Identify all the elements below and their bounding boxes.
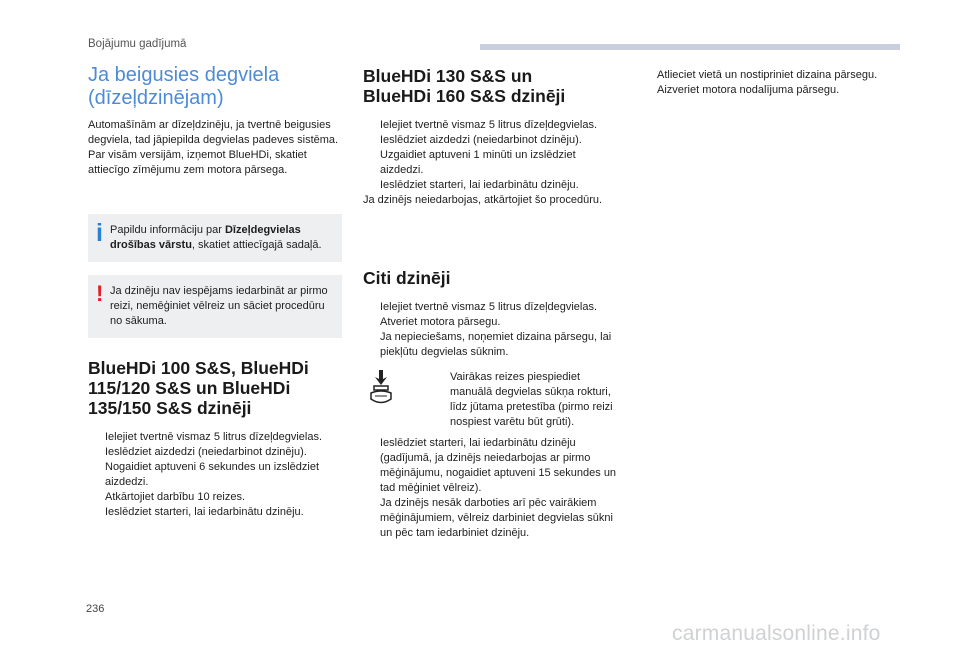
column-left — [88, 64, 342, 520]
list-item: Ieslēdziet aizdedzi (neiedarbinot dzinēju). — [105, 446, 307, 458]
steps-list-bluehdi-100 — [88, 430, 342, 520]
page-number: 236 — [86, 603, 105, 615]
steps-list-final — [640, 68, 880, 98]
list-item: Atkārtojiet darbību 10 reizes. — [105, 491, 246, 503]
intro-paragraph: Automašīnām ar dīzeļdzinēju, ja tvertnē beigusies degviela, tad jāpiepilda degvielas padeves sistēma. — [88, 119, 339, 146]
warning-icon: ! — [96, 281, 104, 306]
list-item: Uzgaidiet aptuveni 1 minūti un izslēdziet aizdedzi. — [380, 149, 576, 176]
column-right — [640, 68, 880, 98]
watermark-text: carmanualsonline.info — [672, 622, 881, 645]
list-item: Ja nepieciešams, noņemiet dizaina pārsegu, lai piekļūtu degvielas sūknim. — [380, 331, 612, 358]
list-item: Ieslēdziet aizdedzi (neiedarbinot dzinēju). — [380, 134, 582, 146]
list-item: Atlieciet vietā un nostipriniet dizaina pārsegu. — [657, 69, 878, 81]
intro-paragraph-2: Par visām versijām, izņemot BlueHDi, skatiet attiecīgo zīmējumu zem motora pārsega. — [88, 149, 307, 176]
list-item: Aizveriet motora nodalījuma pārsegu. — [657, 84, 840, 96]
header-bar — [480, 44, 900, 50]
warning-box: ! Ja dzinēju nav iespējams iedarbināt ar pirmo reizi, nemēģiniet vēlreiz un sāciet procedūru no sākuma. — [88, 275, 342, 338]
info-box: i Papildu informāciju par Dīzeļdegvielas drošības vārstu, skatiet attiecīgajā sadaļā. — [88, 214, 342, 262]
info-bold-term: Dīzeļdegvielas drošības vārstu — [110, 224, 301, 251]
hand-pump-icon — [368, 369, 394, 407]
list-item: Ieslēdziet starteri, lai iedarbinātu dzinēju. — [380, 179, 579, 191]
pump-tip — [363, 370, 617, 430]
section-title-bluehdi-100: BlueHDi 100 S&S, BlueHDi 115/120 S&S un BlueHDi 135/150 S&S dzinēji — [88, 358, 309, 418]
section-title-bluehdi-130: BlueHDi 130 S&S un BlueHDi 160 S&S dzinēji — [363, 66, 566, 106]
column-middle — [363, 66, 617, 541]
repeat-note: Ja dzinējs neiedarbojas, atkārtojiet šo procedūru. — [363, 194, 603, 206]
steps-list-bluehdi-130 — [363, 118, 617, 193]
list-item: Ja dzinējs nesāk darboties arī pēc vairākiem mēģinājumiem, vēlreiz darbiniet degvielas sūkni un pēc tam iedarbiniet dzinēju. — [380, 497, 613, 539]
list-item: Ieslēdziet starteri, lai iedarbinātu dzinēju. — [105, 506, 304, 518]
list-item: Vairākas reizes piespiediet manuālā degvielas sūkņa rokturi, līdz jūtama pretestība (pirmo reizi nospiest varētu būt grūti). — [450, 371, 613, 428]
steps-list-other-2 — [363, 436, 617, 541]
section-title-fuel-empty: Ja beigusies degviela (dīzeļdzinējam) — [88, 64, 280, 109]
list-item: Atveriet motora pārsegu. — [380, 316, 501, 328]
list-item: Ielejiet tvertnē vismaz 5 litrus dīzeļdegvielas. — [380, 301, 598, 313]
list-item: Ieslēdziet starteri, lai iedarbinātu dzinēju (gadījumā, ja dzinējs neiedarbojas ar pirmo mēģinājumu, nogaidiet aptuveni 15 sekundes un tad mēģiniet vēlreiz). — [380, 437, 617, 494]
running-header: Bojājumu gadījumā — [88, 38, 187, 50]
list-item: Ielejiet tvertnē vismaz 5 litrus dīzeļdegvielas. — [105, 431, 323, 443]
steps-list-other — [363, 300, 617, 360]
list-item: Nogaidiet aptuveni 6 sekundes un izslēdziet aizdedzi. — [105, 461, 320, 488]
list-item: Ielejiet tvertnē vismaz 5 litrus dīzeļdegvielas. — [380, 119, 598, 131]
section-title-other-engines: Citi dzinēji — [363, 268, 451, 288]
info-icon: i — [96, 219, 103, 247]
